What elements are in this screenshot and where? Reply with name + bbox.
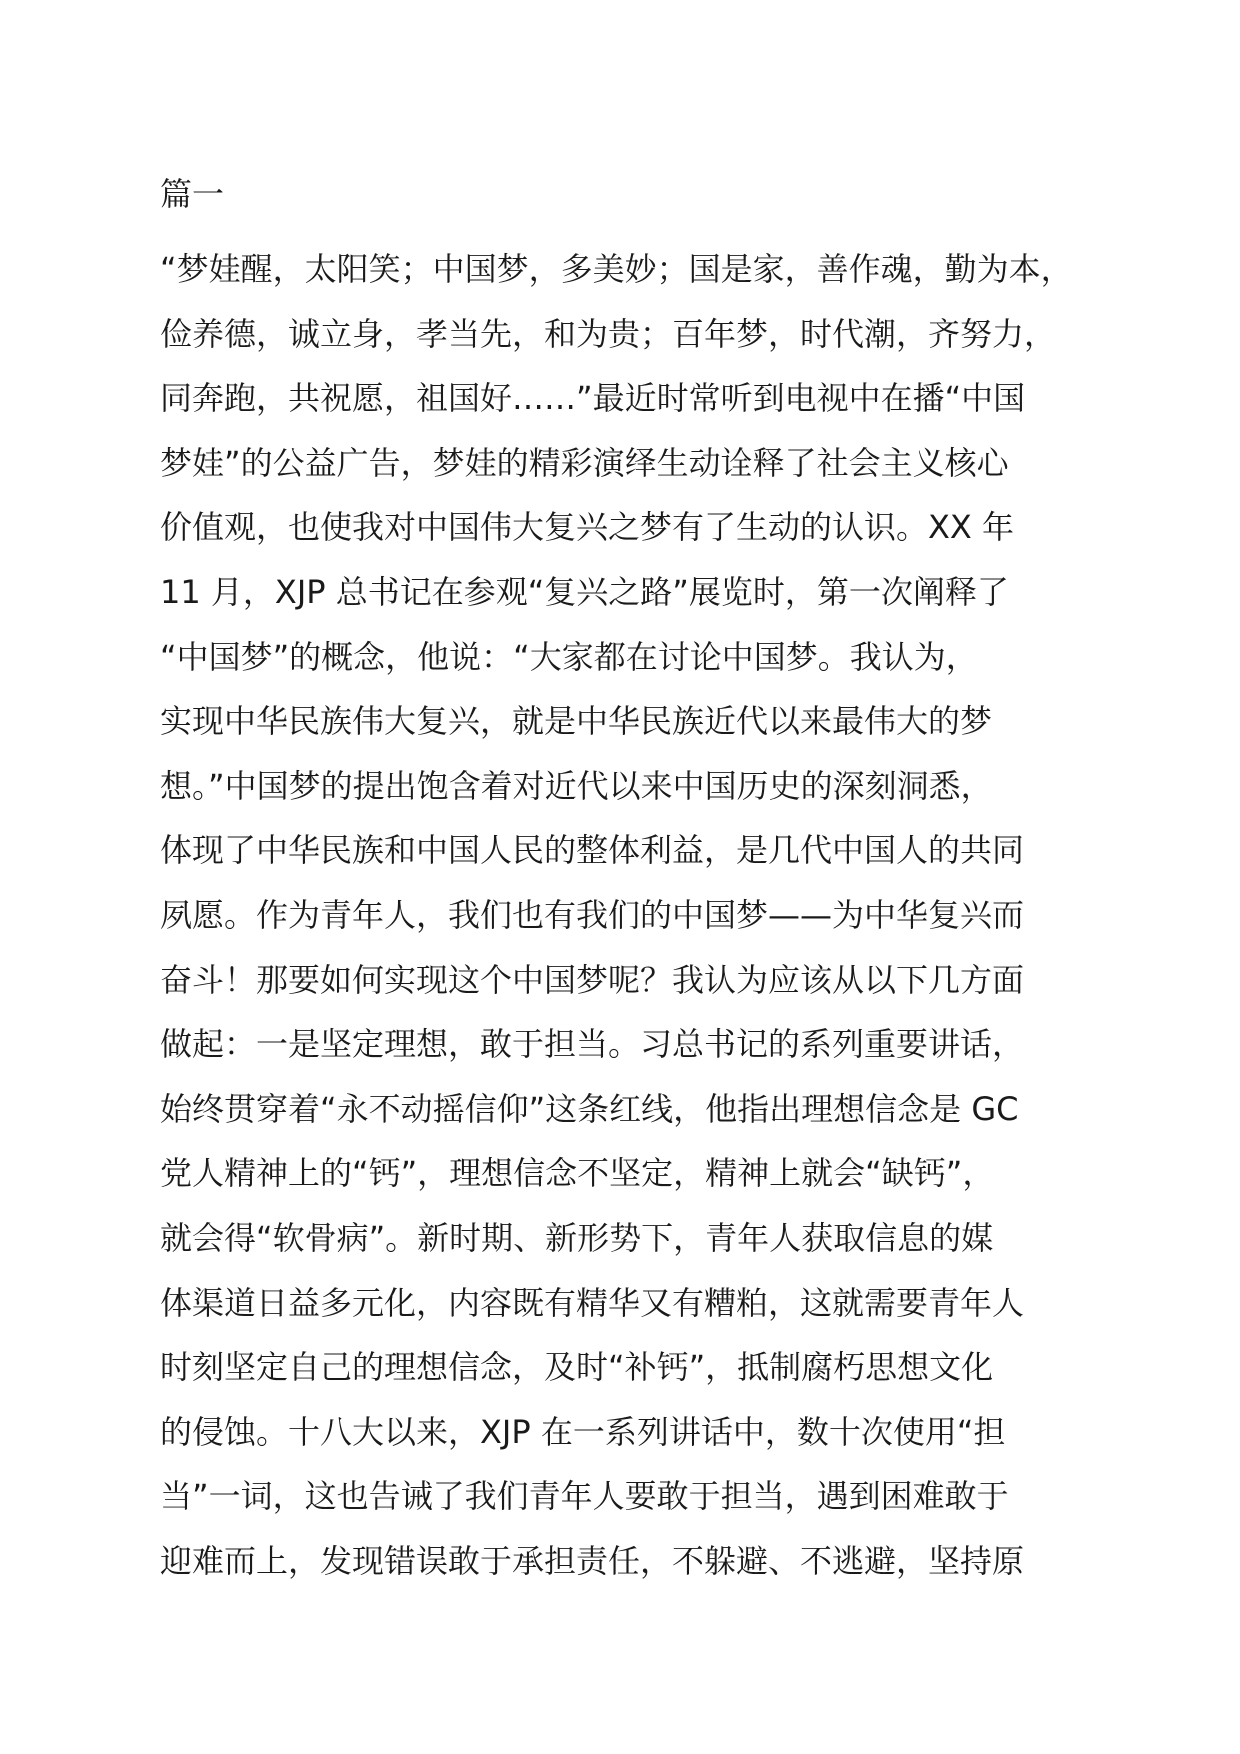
text-line: 想。”中国梦的提出饱含着对近代以来中国历史的深刻洞悉，: [160, 766, 993, 805]
section-heading: 篇一: [160, 175, 225, 213]
body-paragraph: [160, 237, 1120, 1593]
text-line: 就会得“软骨病”。新时期、新形势下，青年人获取信息的媒: [160, 1218, 994, 1257]
text-line: 体渠道日益多元化，内容既有精华又有糟粕，这就需要青年人: [160, 1283, 1025, 1322]
text-line: 价值观，也使我对中国伟大复兴之梦有了生动的认识。XX 年: [160, 508, 1015, 547]
text-line: 的侵蚀。十八大以来，XJP 在一系列讲话中，数十次使用“担: [160, 1412, 1006, 1451]
text-line: 11 月，XJP 总书记在参观“复兴之路”展览时，第一次阐释了: [160, 572, 1009, 611]
text-line: 当”一词，这也告诫了我们青年人要敢于担当，遇到困难敢于: [160, 1477, 1009, 1516]
text-line: 党人精神上的“钙”，理想信念不坚定，精神上就会“缺钙”，: [160, 1154, 995, 1193]
text-line: 体现了中华民族和中国人民的整体利益，是几代中国人的共同: [160, 831, 1025, 870]
text-line: 同奔跑，共祝愿，祖国好……”最近时常听到电视中在播“中国: [160, 379, 1026, 418]
text-line: 梦娃”的公益广告，梦娃的精彩演绎生动诠释了社会主义核心: [160, 443, 1009, 482]
text-line: “梦娃醒，太阳笑；中国梦，多美妙；国是家，善作魂，勤为本，: [160, 250, 1073, 288]
text-line: 做起：一是坚定理想，敢于担当。习总书记的系列重要讲话，: [160, 1025, 1025, 1064]
text-line: 时刻坚定自己的理想信念，及时“补钙”，抵制腐朽思想文化: [160, 1348, 994, 1387]
text-line: 迎难而上，发现错误敢于承担责任，不躲避、不逃避，坚持原: [160, 1541, 1025, 1580]
text-line: 实现中华民族伟大复兴，就是中华民族近代以来最伟大的梦: [160, 702, 993, 741]
text-line: 始终贯穿着“永不动摇信仰”这条红线，他指出理想信念是 GC: [160, 1089, 1019, 1128]
text-line: 夙愿。作为青年人，我们也有我们的中国梦——为中华复兴而: [160, 895, 1025, 934]
text-line: “中国梦”的概念，他说：“大家都在讨论中国梦。我认为，: [160, 637, 978, 676]
text-line: 俭养德，诚立身，孝当先，和为贵；百年梦，时代潮，齐努力，: [160, 314, 1057, 353]
text-line: 奋斗！那要如何实现这个中国梦呢？我认为应该从以下几方面: [160, 960, 1025, 999]
